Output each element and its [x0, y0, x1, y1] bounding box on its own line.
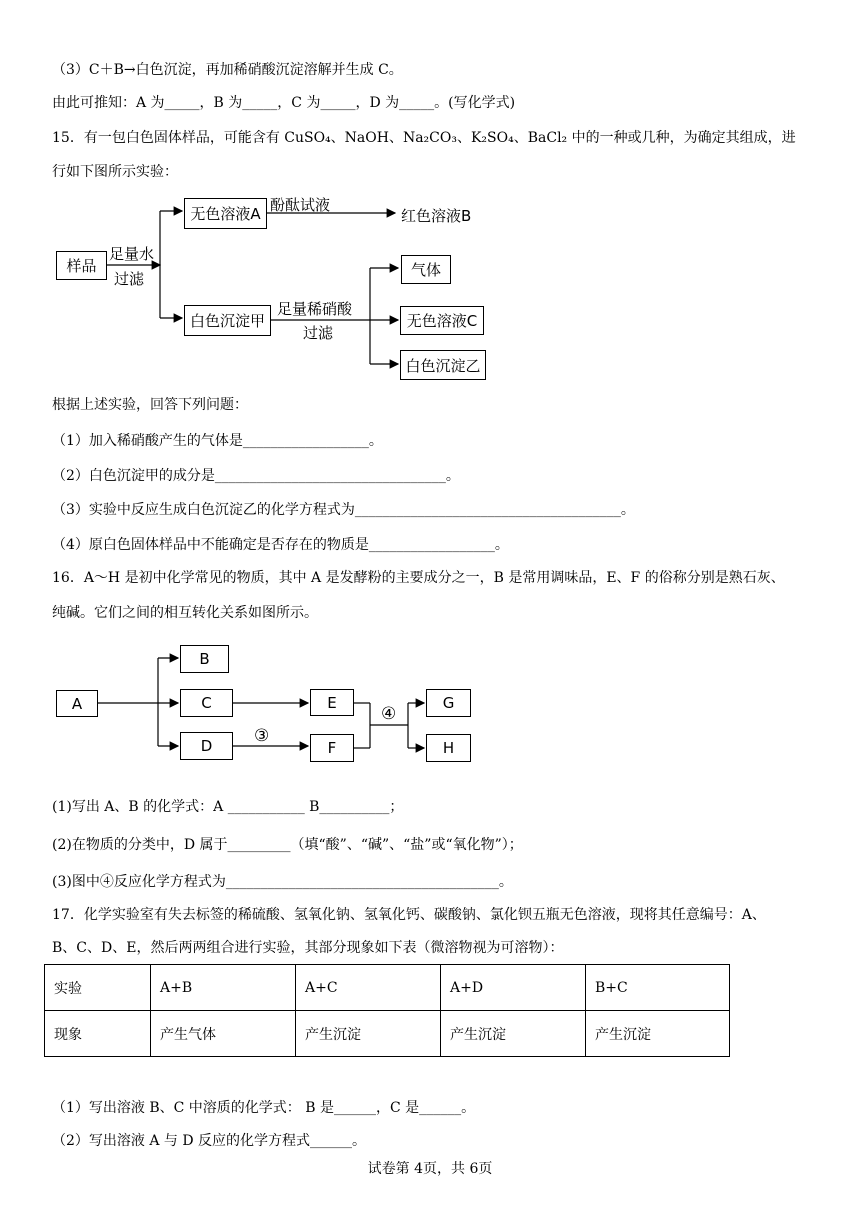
q17-part1: （1）写出溶液 B、C 中溶质的化学式： B 是______，C 是______。 [52, 1100, 476, 1116]
label-step3: ③ [254, 726, 270, 746]
label-step4: ④ [381, 704, 397, 724]
box-e: E [310, 689, 354, 716]
table-cell: B+C [586, 965, 730, 1011]
q15-part3: （3）实验中反应生成白色沉淀乙的化学方程式为______________________________________。 [52, 502, 635, 518]
table-cell: 产生气体 [151, 1011, 296, 1057]
q16-stem: 16．A～H 是初中化学常见的物质，其中 A 是发酵粉的主要成分之一，B 是常用调味品，E、F 的俗称分别是熟石灰、 [52, 570, 785, 586]
q16-part1: (1)写出 A、B 的化学式：A ___________ B__________； [52, 799, 404, 815]
box-h: H [426, 734, 471, 762]
q17-stem: 17．化学实验室有失去标签的稀硫酸、氢氧化钠、氢氧化钙、碳酸钠、氯化钡五瓶无色溶液，现将其任意编号：A、 [52, 907, 766, 923]
box-sample: 样品 [56, 251, 107, 280]
label-phenolphthalein: 酚酞试液 [270, 196, 331, 214]
table-cell: A+B [151, 965, 296, 1011]
box-f: F [310, 734, 354, 762]
box-g: G [426, 689, 471, 717]
table-cell: 实验 [45, 965, 151, 1011]
box-a: A [56, 690, 98, 717]
q14-item3: （3）C＋B→白色沉淀，再加稀硝酸沉淀溶解并生成 C。 [52, 62, 403, 78]
label-nitric-acid: 足量稀硝酸 [277, 300, 353, 318]
q15-part4: （4）原白色固体样品中不能确定是否存在的物质是__________________。 [52, 537, 509, 553]
q16-part3: (3)图中④反应化学方程式为_______________________________________。 [52, 874, 513, 890]
q17-stem-cont: B、C、D、E，然后两两组合进行实验，其部分现象如下表（微溶物视为可溶物）： [52, 940, 564, 956]
table-header-row [45, 965, 730, 1011]
label-water: 足量水 [109, 245, 155, 263]
table-cell: 产生沉淀 [296, 1011, 441, 1057]
q16-part2: (2)在物质的分类中，D 属于_________（填“酸”、“碱”、“盐”或“氧化物”）； [52, 837, 523, 853]
table-cell: 产生沉淀 [441, 1011, 586, 1057]
label-filter2: 过滤 [303, 324, 334, 342]
table-cell: A+D [441, 965, 586, 1011]
label-red-solution-b: 红色溶液B [401, 207, 472, 225]
box-gas: 气体 [401, 255, 451, 284]
page-footer: 试卷第 4页，共 6页 [367, 1161, 493, 1177]
table-cell: 产生沉淀 [586, 1011, 730, 1057]
box-precipitate-yi: 白色沉淀乙 [400, 350, 486, 380]
table-cell: 现象 [45, 1011, 151, 1057]
box-solution-a: 无色溶液A [184, 198, 267, 229]
q14-answer-line: 由此可推知：A 为_____，B 为_____，C 为_____，D 为_____。(写化学式) [52, 95, 516, 111]
label-filter1: 过滤 [114, 270, 145, 288]
q15-stem: 15．有一包白色固体样品，可能含有 CuSO₄、NaOH、Na₂CO₃、K₂SO₄、BaCl₂ 中的一种或几种，为确定其组成，进 [52, 130, 796, 146]
box-c: C [180, 689, 233, 717]
q15-part1: （1）加入稀硝酸产生的气体是__________________。 [52, 433, 383, 449]
table-cell: A+C [296, 965, 441, 1011]
q16-stem-cont: 纯碱。它们之间的相互转化关系如图所示。 [52, 605, 318, 621]
q15-part2: （2）白色沉淀甲的成分是_________________________________。 [52, 468, 460, 484]
q15-stem-cont: 行如下图所示实验： [52, 164, 178, 180]
experiment-table [44, 964, 730, 1057]
table-row [45, 1011, 730, 1057]
box-d: D [180, 732, 233, 760]
box-precipitate-jia: 白色沉淀甲 [184, 305, 271, 336]
box-solution-c: 无色溶液C [400, 306, 484, 335]
q17-part2: （2）写出溶液 A 与 D 反应的化学方程式______。 [52, 1133, 367, 1149]
q15-intro: 根据上述实验，回答下列问题： [52, 397, 248, 413]
box-b: B [180, 645, 229, 673]
